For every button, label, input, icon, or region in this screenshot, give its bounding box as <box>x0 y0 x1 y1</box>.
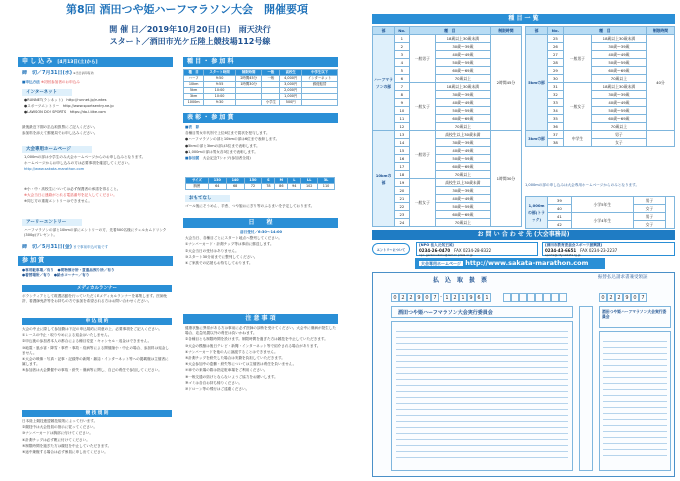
table-row: 3kmの部 37 中学生 男子 <box>526 131 675 139</box>
table-row: 6 70歳以上 <box>373 75 522 83</box>
awards-text: ■表 彰 各種目男女年代別で上位6位まで賞状を授与します。 ●ハーフマラソンの部と10kmの部は6位まで表彰します。 ●5kmの部と3kmの部は3位まで表彰します。 ●1,000mの部は男女各3位まで表彰します。 ■参加賞 大会記念Tシャツ(参加者全員) <box>185 125 280 161</box>
early-entry-header: アーリーエントリー <box>22 219 82 226</box>
table-row: 40 女子 <box>526 205 675 213</box>
events-header: 種 目 ・ 参 加 料 <box>183 57 338 67</box>
page-title: 第8回 酒田つや姫ハーフマラソン大会 開催要項 <box>66 3 308 16</box>
table-row: 30 70歳以上 <box>526 75 675 83</box>
payment-slip <box>372 272 675 477</box>
homepage-url[interactable]: 大会専用ホームページ http://www.sakata-marathon.com <box>415 258 605 269</box>
hospitality-text: ゴール後にそうめん、芋煮、つや姫おにぎり等のふるまいを予定しております。 <box>185 204 315 208</box>
apply-section-header: 申 し 込 み [4月13日(土)から] <box>18 57 173 67</box>
table-row: 32 30歳〜39歳 <box>526 91 675 99</box>
cautions-text: 健康状態に異常がある方は事前に必ず医師の診断を受けてください。大会中に傷病が発生した場合、応急処置以外の責任は負いかねます。 ②各種目とも制限時間を設けます。制限時間を過ぎた方は競技を中止していただきます。 ③大会の模様は後日テレビ・新聞・インターネット等で紹介される場合があります。 ④ナンバーカードを他の人に譲渡することはできません。 ⑤計測チップを紛失した場合は実費を負担していただきます。 ⑥大会参加中の盗難・紛失等については主催者は責任を負いません。 ⑦車での来場の際は指定駐車場をご利用ください。 ⑧一般交通の妨げとならないようご協力をお願いします。 ⑨ゴミは各自お持ち帰りください。 ⑩ドローン等の飛行はご遠慮ください。 <box>185 326 336 392</box>
benefit-header: 参 加 賞 <box>18 256 173 266</box>
table-row: 3km 10:00 1,000円 <box>184 94 338 100</box>
entry-badge: エントリーについて <box>372 243 410 255</box>
web-header: 大会専用ホームページ <box>22 146 92 153</box>
table-row: 10km 9:55 1時間30分 3,000円 郵便振替 <box>184 82 338 88</box>
medical-runner-header: メディカルランナー <box>22 285 172 292</box>
events-table: 種 目 スタート時間 制限時間 一般 高校生 中学生以下 ハーフ 9:50 2時間45分 一般 4,000円 インターネット 10km 9:55 1時間30分 3,000円 郵便振替 5km 10:00 2,000円 3km 10:00 1,000円 1000m 9:30 小学生 500円 <box>183 69 338 106</box>
internet-header: インターネット <box>22 89 72 96</box>
schedule-text: 前日受付／6:30〜14:00 大会当日、各種目ごとにスタート地点へ整列してください。 ①ナンバーカード・計測チップ等は事前に郵送します。 ②大会当日の受付はありません。 ③スタート30分前までに整列してください。 ④ご家族での応援もお待ちしております。 <box>185 230 283 266</box>
table-row: 34 50歳〜59歳 <box>526 107 675 115</box>
notes-list: ※小・中・高校生については必ず保護者の承諾を得ること。 ※大会当日に連絡がとれる電話番号を記入してください。 ※同じ方の重複エントリーはできません。 <box>24 187 121 204</box>
table-row: 14 30歳〜39歳 <box>373 139 522 147</box>
table-row: 5km 10:00 2,000円 <box>184 88 338 94</box>
event-date: 開 催 日／2019年10月20日(日) 雨天決行 <box>109 25 271 34</box>
cautions-header: 注 意 事 項 <box>183 314 338 324</box>
category-table-left: 部 No. 種 目 制限時間 ハーフマラソンの部 1 一般男子 18歳以上30歳未満 2時間45分 2 30歳〜39歳 3 40歳〜49歳 4 50歳〜59歳 5 60歳〜69歳 6 70歳以上 7 一般女子 18歳以上30歳未満 8 30歳〜39歳 9 40歳〜49歳 10 50歳〜59歳 11 60歳〜69歳 12 70歳以上 10kmの部 13 一般男子 高校生以上30歳未満 1時間30分 14 30歳〜39歳 15 40歳〜49歳 16 50歳〜59歳 17 60歳〜69歳 18 70歳以上 19 一般女子 高校生以上30歳未満 20 30歳〜39歳 21 40歳〜49歳 22 50歳〜59歳 23 60歳〜69歳 24 70歳以上 <box>372 26 522 227</box>
shirt-size-table: サイズ 130 140 150 S M L LL 3L 胸囲 64 68 72 78 86 94 102 110 <box>185 177 335 190</box>
slip-amount-boxes[interactable] <box>503 293 567 302</box>
contact-npo: [NPO 法人元気王国] 0234-26-0470 FAX 0234-28-8322 npo-genkioukoku@lemon.plala.or.jp <box>416 242 538 256</box>
table-row: 9 40歳〜49歳 <box>373 99 522 107</box>
table-row: 10kmの部 13 一般男子 高校生以上30歳未満 1時間30分 <box>373 131 522 139</box>
application-rules-text: 大会の中止に際して参加費は下記の申込規約に同意の上、必要事項をご記入ください。 ①レースの中止・取りやめによる返金はいたしません。 ②申込後の参加者本人の都合による種目変更・キャンセル・返金はできません。 ③地震・風水害・降雪・事件・事故・疫病等による開催縮小・中止の場合、参加料は返金しません。 ④大会の映像・写真・記事・記録等の新聞・雑誌・インターネット等への掲載権は主催者に属します。 ⑤参加者は大会開催中の事故・紛失・傷病等に関し、自己の責任で参加してください。 <box>22 327 169 373</box>
table-row: 36 70歳以上 <box>526 123 675 131</box>
early-entry-text: ハーフマラソンの部と10kmの部にエントリーの方、先着500名様にウェルカムドリンク(300g)プレゼント。 <box>24 228 167 238</box>
hospitality-header: おもてなし <box>185 195 230 202</box>
table-row: 18 70歳以上 <box>373 171 522 179</box>
table-row: 35 60歳〜69歳 <box>526 115 675 123</box>
table-row: 28 50歳〜59歳 <box>526 59 675 67</box>
web-guide: 1,000mの部は小学生のみ大会ホームページからのお申し込みとなります。 ホームページからお申し込みの方は必要事項を確認してください。 http://www.sakata-marathon.com <box>24 155 146 172</box>
slip-receipt-form[interactable] <box>599 331 671 471</box>
table-row: 42 女子 <box>526 221 675 229</box>
table-row: 29 60歳〜69歳 <box>526 67 675 75</box>
table-row: 24 70歳以上 <box>373 219 522 227</box>
table-row: ハーフ 9:50 2時間45分 一般 4,000円 インターネット <box>184 76 338 82</box>
apply-guide-text: 最後最近下期の払込取扱票にご記入ください。 参加料を添えて郵便局でお申し込みください。 <box>22 125 98 136</box>
table-row: 16 50歳〜59歳 <box>373 155 522 163</box>
slip-divider <box>579 306 593 471</box>
table-row: 21 40歳〜49歳 <box>373 195 522 203</box>
slip-form-area[interactable] <box>391 321 573 471</box>
table-row: 17 60歳〜69歳 <box>373 163 522 171</box>
apply-deadline: 締 切／7月31日(水) ※当日消印有効 <box>22 70 94 76</box>
table-row: 8 30歳〜39歳 <box>373 91 522 99</box>
contact-header: お 問 い 合 わ せ 先 (大会事務局) <box>372 230 675 240</box>
slip-title: 払 込 取 扱 票 <box>433 277 488 284</box>
table-row: 26 30歳〜39歳 <box>526 43 675 51</box>
table-row: 5kmの部 25 一般男子 18歳以上30歳未満 40分 <box>526 35 675 43</box>
table-row: 22 50歳〜59歳 <box>373 203 522 211</box>
application-rules-header: 申 込 規 約 <box>22 318 172 325</box>
table-row: 4 50歳〜59歳 <box>373 59 522 67</box>
table-row: 20 30歳〜39歳 <box>373 187 522 195</box>
table-row: ハーフマラソンの部 1 一般男子 18歳以上30歳未満 2時間45分 <box>373 35 522 43</box>
table-row: 33 40歳〜49歳 <box>526 99 675 107</box>
start-location: スタート／酒田市光ケ丘陸上競技場112号線 <box>109 37 271 46</box>
table-row: 15 40歳〜49歳 <box>373 147 522 155</box>
contact-box <box>372 242 675 256</box>
table-row: 38 女子 <box>526 139 675 147</box>
track-table <box>525 196 675 229</box>
table-row: 12 70歳以上 <box>373 123 522 131</box>
table-row: 7 一般女子 18歳以上30歳未満 <box>373 83 522 91</box>
table-row: 41 小学4年生 男子 <box>526 213 675 221</box>
competition-rules-header: 競 技 規 則 <box>22 410 172 417</box>
table-row: 10 50歳〜59歳 <box>373 107 522 115</box>
category-note: 1,000mの部の申し込みは大会専用ホームページからのみとなります。 <box>525 183 640 187</box>
schedule-header: 日 程 <box>183 218 338 228</box>
table-row: 31 一般女子 18歳以上30歳未満 <box>526 83 675 91</box>
apply-method: ■申込方法 ※初回参加者のお申込み <box>22 80 80 84</box>
table-row: 19 一般女子 高校生以上30歳未満 <box>373 179 522 187</box>
slip-account-number: 0 2 2 9 0 7 - 1 2 1 9 6 1 <box>391 293 491 302</box>
slip-receipt-title: 振替払込請求書兼受領証 <box>598 275 648 280</box>
slip-receipt-name: 酒田つや姫ハーフマラソン大会実行委員会 <box>599 306 671 328</box>
awards-header: 表 彰 ・ 参 加 賞 <box>183 113 338 123</box>
table-row: 5 60歳〜69歳 <box>373 67 522 75</box>
competition-rules-text: 日本陸上競技連盟競技規則によって行います。 ②競技中は大会役員の指示に従ってください。 ③ナンバーカードは胸部に付けてください。 ④計測チップは必ず靴に付けてください。 ⑤制限時間を過ぎた方は競技を中止していただきます。 ⑥途中棄権する場合は必ず係員に申し出てください。 <box>22 419 112 455</box>
category-table-right: 部 No. 種 目 制限時間 5kmの部 25 一般男子 18歳以上30歳未満 40分 26 30歳〜39歳 27 40歳〜49歳 28 50歳〜59歳 29 60歳〜69歳 30 70歳以上 31 一般女子 18歳以上30歳未満 32 30歳〜39歳 33 40歳〜49歳 34 50歳〜59歳 35 60歳〜69歳 36 70歳以上 3kmの部 37 中学生 男子 38 女子 <box>525 26 675 147</box>
table-row: 1000m 9:30 小学生 500円 <box>184 100 338 106</box>
medical-runner-text: ボランティアとして救護活動を行っていただくEメディカルランナーを募集します。医師免許、看護師免許等をお持ちの方で参加を希望される方はお問い合わせください。 <box>22 294 168 304</box>
slip-recipient-name: 酒田つや姫ハーフマラソン大会実行委員会 <box>391 306 573 318</box>
table-row: 23 60歳〜69歳 <box>373 211 522 219</box>
table-row: 27 40歳〜49歳 <box>526 51 675 59</box>
table-row: 11 60歳〜69歳 <box>373 115 522 123</box>
contact-city: [酒田市教育委員会スポーツ振興課] 0234-43-6651 FAX 0234-23-2237 sports@city.sakata.lg.jp <box>542 242 675 256</box>
category-list-header: 種 目 一 覧 <box>372 14 675 24</box>
benefit-list: ●専用駐車場／有り ●荷物預け所・貴重品預り所／有り ●着替場所／有り ●給水コーナー／有り <box>22 268 115 278</box>
early-deadline: 締 切／5月31日(金) まで事前申込可能です <box>22 244 109 250</box>
table-row: 2 30歳〜39歳 <box>373 43 522 51</box>
internet-list: ●RUNNET(ランネット) http://runnet.jp/runtes ●スポーツエントリー http://www.sportsentry.ne.jp ●LAWSON DO! SPORTS https://do.l-tike.com <box>24 98 114 115</box>
slip-receipt-number: 0 2 2 9 0 7 <box>599 293 647 302</box>
table-row: 3 40歳〜49歳 <box>373 51 522 59</box>
table-row: 1,000mの部(トラック) 39 小学5年生 男子 <box>526 197 675 205</box>
